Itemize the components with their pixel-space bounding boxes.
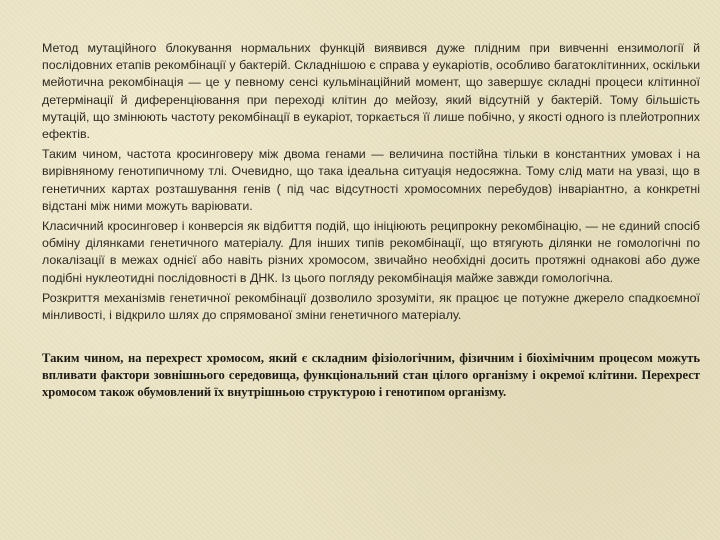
paragraph-classical-crossover: Класичний кросинговер і конверсія як відбиття подій, що ініціюють реципрокну рекомбінацію, — не єдиний спосіб обміну ділянками генетичного матеріалу. Для інших типів рекомбінації, що втягують ділянки не гомологічні по локалізації в межах однієї або навіть різних хромосом, звичайно необхідні досить протяжні однакові або дуже подібні нуклеотидні послідовності в ДНК. Із цього погляду рекомбінація майже завжди гомологічна.	[42, 219, 700, 285]
paragraph-crossover-frequency: Таким чином, частота кросинговеру між двома генами — величина постійна тільки в константних умовах і на вирівняному генотипичному тлі. Очевидно, що така ідеальна ситуація недосяжна. Тому слід мати на увазі, що в генетичних картах розташування генів ( під час відсутності хромосомних перебудов) інваріантно, а конкретні відстані між ними можуть варіювати.	[42, 147, 700, 213]
conclusion-paragraph: Таким чином, на перехрест хромосом, який є складним фізіологічним, фізичним і біохімічним процесом можуть впливати фактори зовнішнього середовища, функціональний стан цілого організму і окремої клітини. Перехрест хромосом також обумовлений їх внутрішньою структурою і генотипом організму.	[42, 351, 700, 399]
document-page	[42, 40, 700, 413]
paragraph-recombination-mechanisms: Розкриття механізмів генетичної рекомбінації дозволило зрозуміти, як працює це потужне джерело спадкоємної мінливості, і відкрило шлях до спрямованої зміни генетичного матеріалу.	[42, 290, 700, 323]
paragraph-mutation-blocking: Метод мутаційного блокування нормальних функцій виявився дуже плідним при вивченні ензимології й послідовних етапів рекомбінації у бактерій. Складнішою є справа у еукаріотів, особливо багатоклітинних, оскільки мейотична рекомбінація — це у певному сенсі кульмінаційний момент, що завершує складні процеси клітинної детермінації й диференціювання при переході клітин до мейозу, який відсутній у бактерій. Тому більшість мутацій, що змінюють частоту рекомбінації в еукаріот, торкається її лише побічно, у якості одного із плейотропних ефектів.	[42, 41, 700, 142]
